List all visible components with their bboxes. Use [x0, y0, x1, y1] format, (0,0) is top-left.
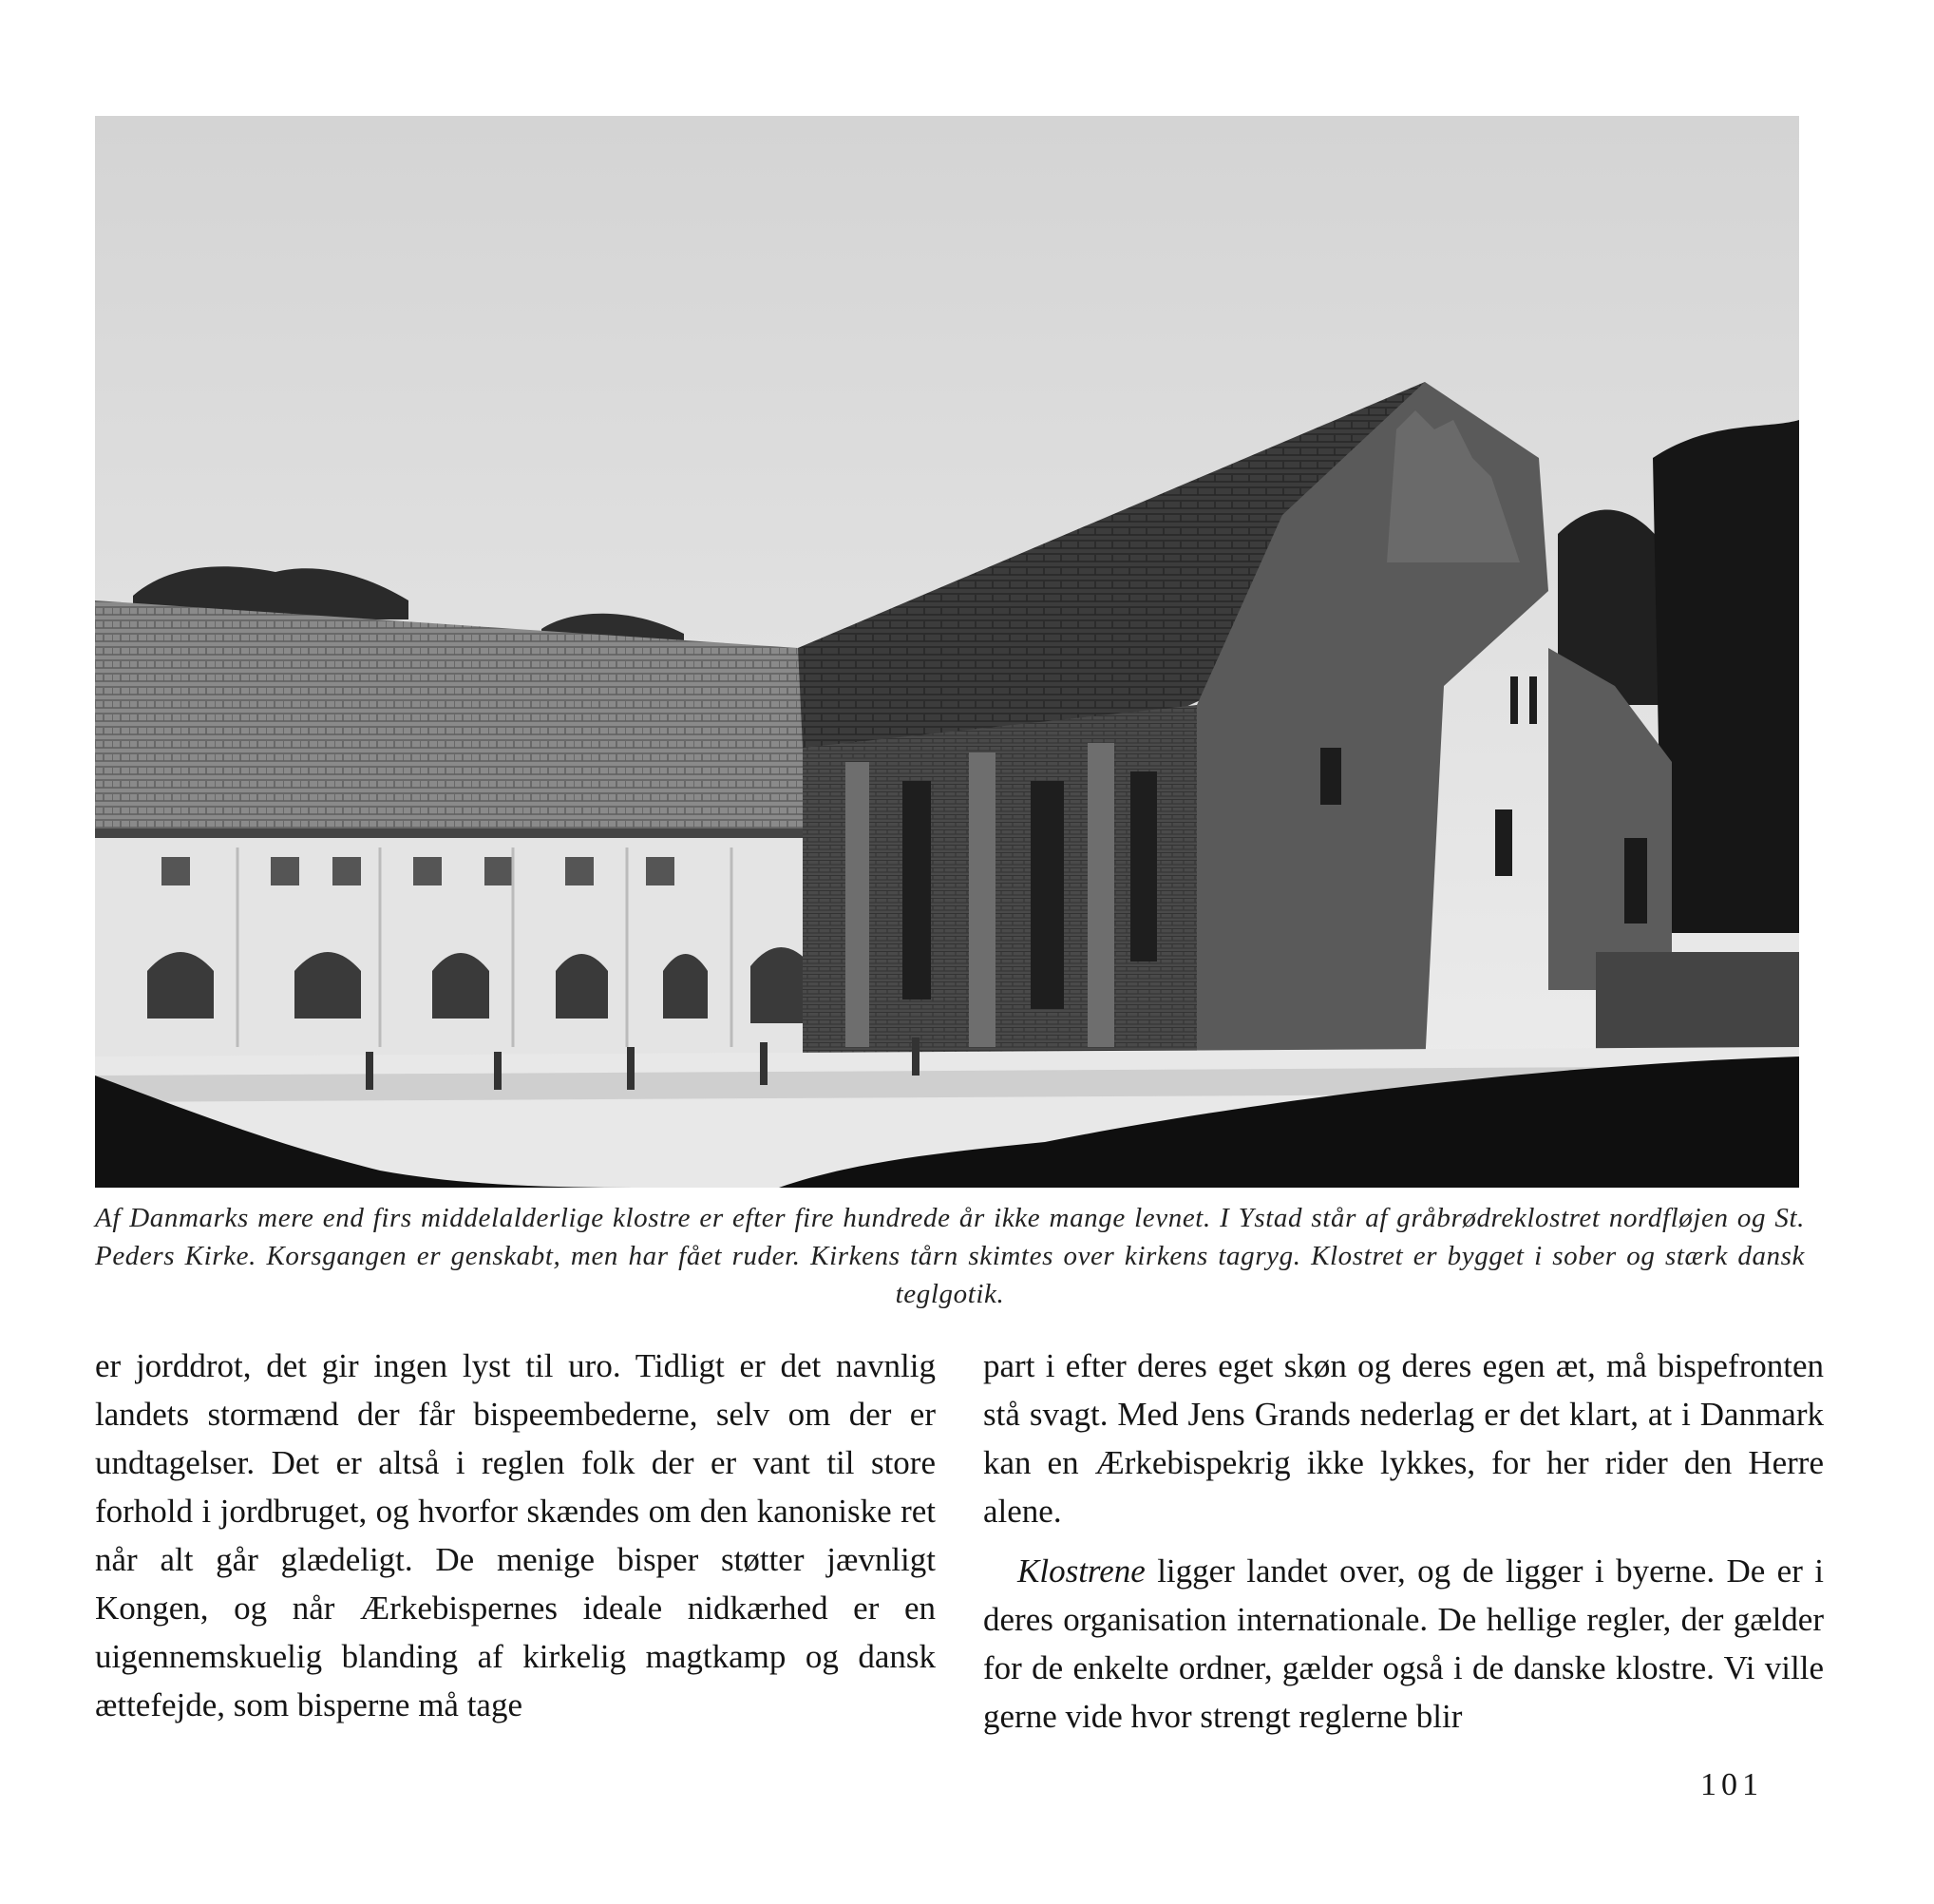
paragraph-text: ligger landet over, og de ligger i byerne. De er i deres organisation internationale. De hellige regler, der gælder for de enkelte ordner, gælder også i de danske klostre. Vi ville gerne vide hvor strengt reglerne blir: [983, 1552, 1824, 1735]
text-column-right: [983, 1342, 1824, 1741]
emphasized-term: Klostrene: [1017, 1552, 1146, 1590]
body-paragraph: er jorddrot, det gir ingen lyst til uro. Tidligt er det navnlig landets stormænd der får bispeembederne, selv om der er undtagelser. Det er altså i reglen folk der er vant til store forhold i jordbruget, og hvorfor skændes om den kanoniske ret når alt går glædeligt. De menige bisper støtter jævnligt Kongen, og når Ærkebispernes ideale nidkærhed er en uigennemskuelig blanding af kirkelig magtkamp og dansk ættefejde, som bisperne må tage: [95, 1347, 936, 1723]
photo-caption: Af Danmarks mere end firs middelalderlige klostre er efter fire hundrede år ikke mange levnet. I Ystad står af gråbrødreklostret nordfløjen og St. Peders Kirke. Korsgangen er genskabt, men har fået ruder. Kirkens tårn skimtes over kirkens tagryg. Klostret er bygget i sober og stærk dansk teglgotik.: [95, 1203, 1805, 1309]
body-paragraph: [983, 1547, 1824, 1741]
text-column-left: [95, 1342, 936, 1729]
page-number: 101: [1700, 1767, 1763, 1802]
church-monastery-photo: [95, 116, 1799, 1188]
body-paragraph: part i efter deres eget skøn og deres egen æt, må bispefronten stå svagt. Med Jens Grands nederlag er det klart, at i Danmark kan en Ærkebispekrig ikke lykkes, for her rider den Herre alene.: [983, 1347, 1824, 1530]
monastery-photo: [95, 116, 1799, 1188]
